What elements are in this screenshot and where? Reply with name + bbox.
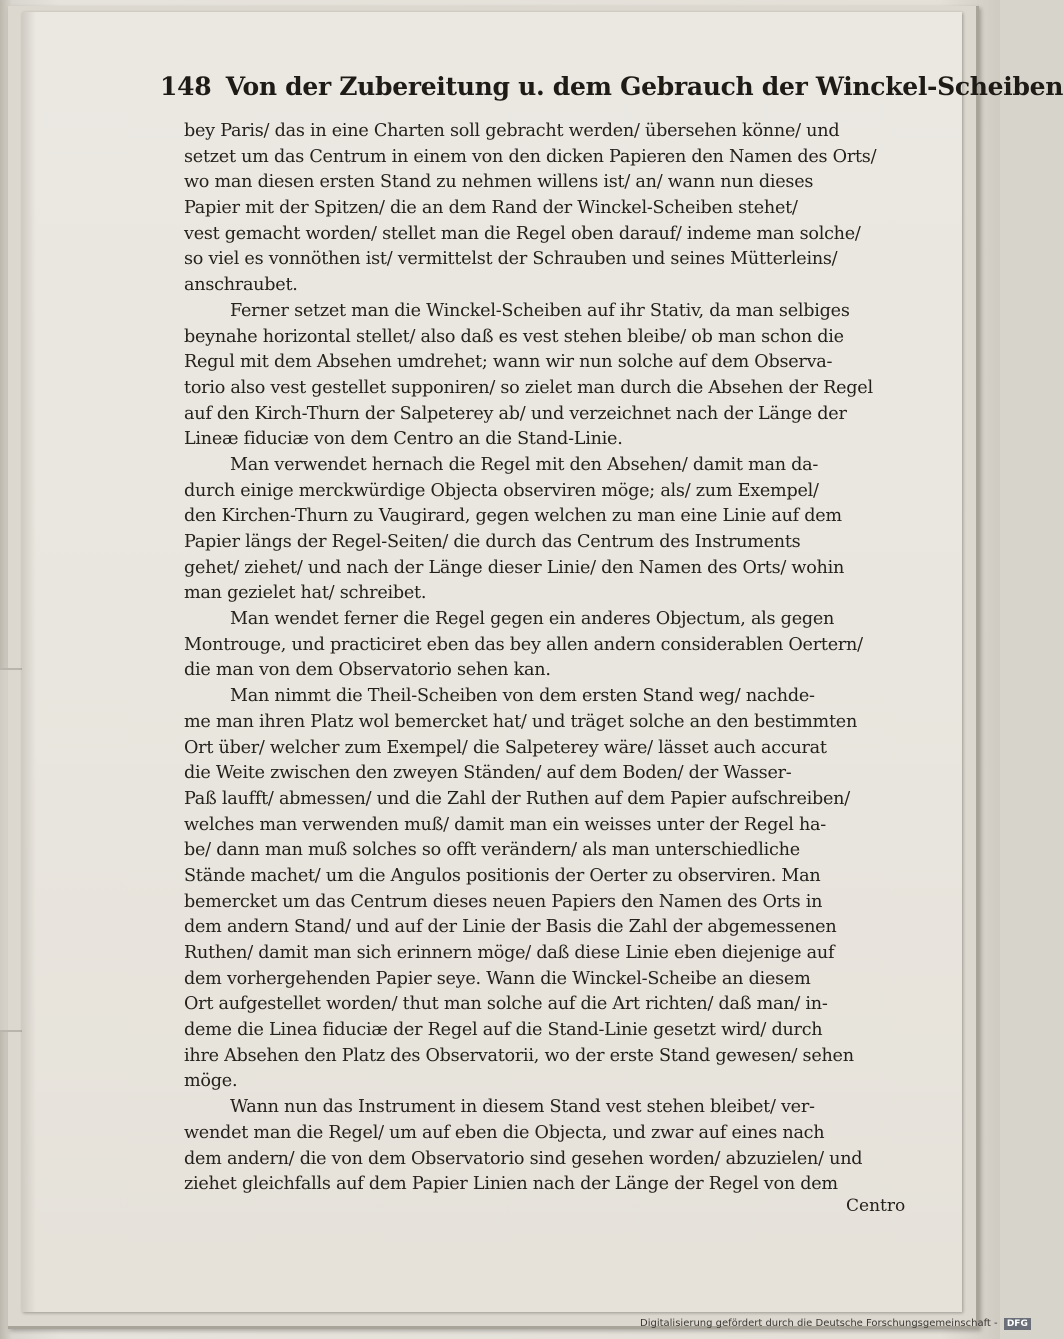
text-line: bey Paris/ das in eine Charten soll gebracht werden/ übersehen könne/ und [184, 121, 840, 141]
text-line: Lineæ fiduciæ von dem Centro an die Stand-Linie. [184, 429, 623, 450]
text-line: dem andern/ die von dem Observatorio sind gesehen worden/ abzuzielen/ und [184, 1148, 863, 1169]
text-line: ihre Absehen den Platz des Observatorii, wo der erste Stand gewesen/ sehen [184, 1045, 854, 1066]
text-line: Ort aufgestellet worden/ thut man solche auf die Art richten/ daß man/ in- [184, 994, 828, 1015]
text-line: setzet um das Centrum in einem von den dicken Papieren den Namen des Orts/ [184, 146, 877, 167]
catchword: Centro [846, 1196, 906, 1216]
page-number: 148 [160, 72, 212, 101]
text-line: Papier längs der Regel-Seiten/ die durch das Centrum des Instruments [184, 532, 801, 552]
text-line: Montrouge, und practiciret eben das bey allen andern considerablen Oertern/ [184, 634, 863, 655]
text-line: beynahe horizontal stellet/ also daß es vest stehen bleibe/ ob man schon die [184, 326, 844, 347]
text-line: be/ dann man muß solches so offt verändern/ als man unterschiedliche [184, 840, 800, 861]
body-text [184, 119, 922, 1198]
text-line: Ort über/ welcher zum Exempel/ die Salpeterey wäre/ lässet auch accurat [184, 737, 827, 758]
text-line: Stände machet/ um die Angulos positionis der Oerter zu observiren. Man [184, 865, 821, 886]
text-line: Ruthen/ damit man sich erinnern möge/ daß diese Linie eben diejenige auf [184, 943, 835, 963]
text-line: deme die Linea fiduciæ der Regel auf die Stand-Linie gesetzt wird/ durch [184, 1020, 823, 1041]
text-line: Wann nun das Instrument in diesem Stand vest stehen bleibet/ ver- [230, 1097, 815, 1118]
text-line: welches man verwenden muß/ damit man ein weisses unter der Regel ha- [184, 814, 826, 835]
text-line: möge. [184, 1071, 238, 1092]
text-line: die man von dem Observatorio sehen kan. [184, 660, 551, 681]
text-line: bemercket um das Centrum dieses neuen Papiers den Namen des Orts in [184, 891, 823, 912]
text-line: vest gemacht worden/ stellet man die Regel oben darauf/ indeme man solche/ [184, 223, 861, 244]
text-line: Man verwendet hernach die Regel mit den Absehen/ damit man da- [230, 454, 819, 475]
text-line: anschraubet. [184, 275, 298, 296]
page-gutter-shadow [22, 12, 36, 1312]
running-header [160, 72, 1063, 112]
digitization-credit [640, 1318, 1028, 1336]
text-line: gehet/ ziehet/ und nach der Länge dieser Linie/ den Namen des Orts/ wohin [184, 557, 845, 578]
text-line: me man ihren Platz wol bemercket hat/ und träget solche an den bestimmten [184, 711, 858, 732]
text-line: Man wendet ferner die Regel gegen ein anderes Objectum, als gegen [230, 609, 835, 630]
text-line: Papier mit der Spitzen/ die an dem Rand der Winckel-Scheiben stehet/ [184, 198, 798, 219]
text-line: Regul mit dem Absehen umdrehet; wann wir nun solche auf dem Observa- [184, 352, 833, 373]
text-line: ziehet gleichfalls auf dem Papier Linien nach der Länge der Regel von dem [184, 1174, 838, 1195]
text-line: man gezielet hat/ schreibet. [184, 583, 427, 604]
text-line: wo man diesen ersten Stand zu nehmen willens ist/ an/ wann nun dieses [184, 172, 814, 193]
text-line: wendet man die Regel/ um auf eben die Objecta, und zwar auf eines nach [184, 1122, 825, 1143]
text-line: torio also vest gestellet supponiren/ so zielet man durch die Absehen der Regel [184, 377, 873, 398]
text-line: die Weite zwischen den zweyen Ständen/ auf dem Boden/ der Wasser- [184, 763, 792, 784]
text-line: durch einige merckwürdige Objecta observiren möge; als/ zum Exempel/ [184, 480, 819, 501]
text-line: so viel es vonnöthen ist/ vermittelst der Schrauben und seines Mütterleins/ [184, 249, 838, 270]
text-line: dem andern Stand/ und auf der Linie der Basis die Zahl der abgemessenen [184, 917, 837, 938]
text-line: Man nimmt die Theil-Scheiben von dem ersten Stand weg/ nachde- [230, 686, 815, 707]
text-line: Ferner setzet man die Winckel-Scheiben auf ihr Stativ, da man selbiges [230, 300, 850, 321]
text-line: den Kirchen-Thurn zu Vaugirard, gegen welchen zu man eine Linie auf dem [184, 506, 842, 527]
text-line: dem vorhergehenden Papier seye. Wann die Winckel-Scheibe an diesem [184, 968, 811, 989]
dfg-logo-icon: DFG [1004, 1318, 1031, 1330]
text-line: auf den Kirch-Thurn der Salpeterey ab/ und verzeichnet nach der Länge der [184, 403, 847, 424]
text-line: Paß laufft/ abmessen/ und die Zahl der Ruthen auf dem Papier aufschreiben/ [184, 788, 850, 809]
credit-text: Digitalisierung gefördert durch die Deutsche Forschungsgemeinschaft - [640, 1318, 998, 1329]
running-title: Von der Zubereitung u. dem Gebrauch der Winckel-Scheiben [225, 72, 1063, 101]
